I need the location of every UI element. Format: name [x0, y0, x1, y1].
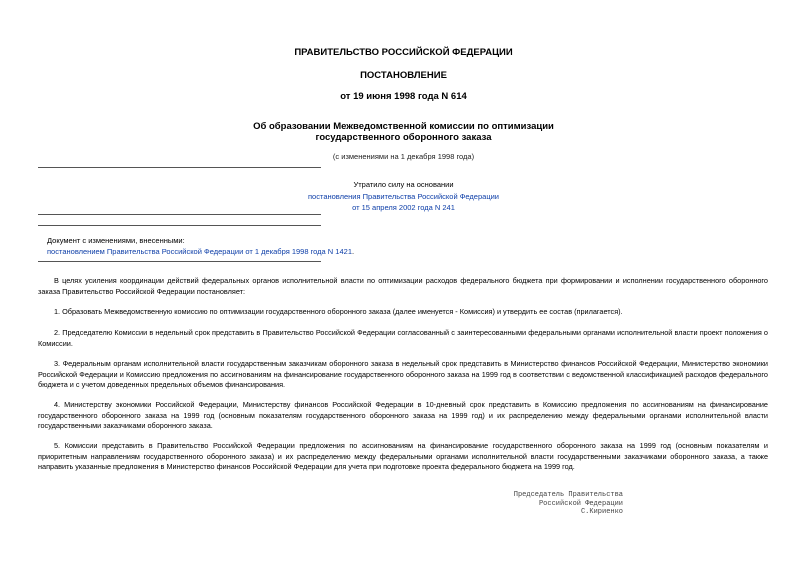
- changes-note: (с изменениями на 1 декабря 1998 года): [332, 152, 475, 161]
- paragraph: 5. Комиссии представить в Правительство Российской Федерации предложения по ассигнованиям на финансирование государственного оборонного заказа на 1999 год (основным показателям и приоритетным направлениям государственного оборонного заказа) и их распределению между федеральными органами исполнительной власти государственными заказчиками оборонного заказа, а также направить указанные предложения в Министерство финансов Российской Федерации для учета при подготовке проекта федерального бюджета на 1999 год.: [38, 441, 768, 471]
- paragraph: 1. Образовать Межведомственную комиссию по оптимизации государственного оборонного заказа (далее именуется - Комиссия) и утвердить ее состав (прилагается).: [54, 307, 623, 316]
- amendments-line: [47, 246, 354, 257]
- lost-force-label: Утратило силу на основании: [353, 180, 454, 189]
- paragraph: В целях усиления координации действий федеральных органов исполнительной власти по оптимизации расходов федерального бюджета при формировании и исполнении государственного оборонного заказа Правительство Российской Федерации постановляет:: [38, 276, 768, 296]
- divider: [38, 167, 321, 168]
- paragraph: 4. Министерству экономики Российской Федерации, Министерству финансов Российской Федерации в 10-дневный срок представить в Комиссию предложения по ассигнованиям на финансирование государственного оборонного заказа на 1999 год (основным показателям государственного оборонного заказа на 1999 год) и их распределению между федеральными органами исполнительной власти государственными заказчиками оборонного заказа.: [38, 400, 768, 430]
- paragraph: 2. Председателю Комиссии в недельный срок представить в Правительство Российской Федерации согласованный с заинтересованными федеральными органами исполнительной власти проект положения о Комиссии.: [38, 328, 768, 348]
- divider: [38, 214, 321, 215]
- amendments-label: Документ с изменениями, внесенными:: [47, 236, 185, 245]
- item-5: [38, 441, 768, 473]
- item-1: [38, 307, 768, 318]
- item-4: [38, 400, 768, 432]
- divider: [38, 225, 321, 226]
- amendments-link-suffix: .: [352, 247, 355, 256]
- signature-position: Председатель Правительства: [513, 491, 623, 499]
- lost-force-link-line1[interactable]: постановления Правительства Российской Федерации: [307, 191, 499, 201]
- signature-name: С.Кириенко: [580, 508, 623, 516]
- amendments-link[interactable]: постановлением Правительства Российской Федерации от 1 декабря 1998 года N 1421: [47, 247, 352, 256]
- document-type: ПОСТАНОВЛЕНИЕ: [360, 70, 447, 81]
- divider: [38, 261, 321, 262]
- lost-force-link-line2[interactable]: от 15 апреля 2002 года N 241: [352, 203, 455, 212]
- signature-block: [514, 491, 623, 517]
- document-title: [0, 121, 807, 143]
- government-heading: ПРАВИТЕЛЬСТВО РОССИЙСКОЙ ФЕДЕРАЦИИ: [294, 47, 513, 58]
- item-3: [38, 359, 768, 391]
- preamble: [38, 276, 768, 297]
- lost-force-notice: [290, 179, 517, 214]
- item-2: [38, 328, 768, 349]
- document-date-number: от 19 июня 1998 года N 614: [340, 91, 467, 102]
- amendments-block: [47, 235, 354, 257]
- signature-organization: Российской Федерации: [538, 499, 623, 508]
- paragraph: 3. Федеральным органам исполнительной власти государственным заказчикам оборонного заказа в недельный срок представить в Министерство финансов Российской Федерации, Министерство экономики Российской Федерации и Комиссию предложения по ассигнованиям на финансирование государственного оборонного заказа на 1999 год в соответствии с ведомственной классификацией расходов федерального бюджета и с учетом доведенных предельных объемов финансирования.: [38, 359, 768, 389]
- document-title-line2: государственного оборонного заказа: [315, 132, 492, 143]
- document-title-line1: Об образовании Межведомственной комиссии по оптимизации: [253, 121, 554, 132]
